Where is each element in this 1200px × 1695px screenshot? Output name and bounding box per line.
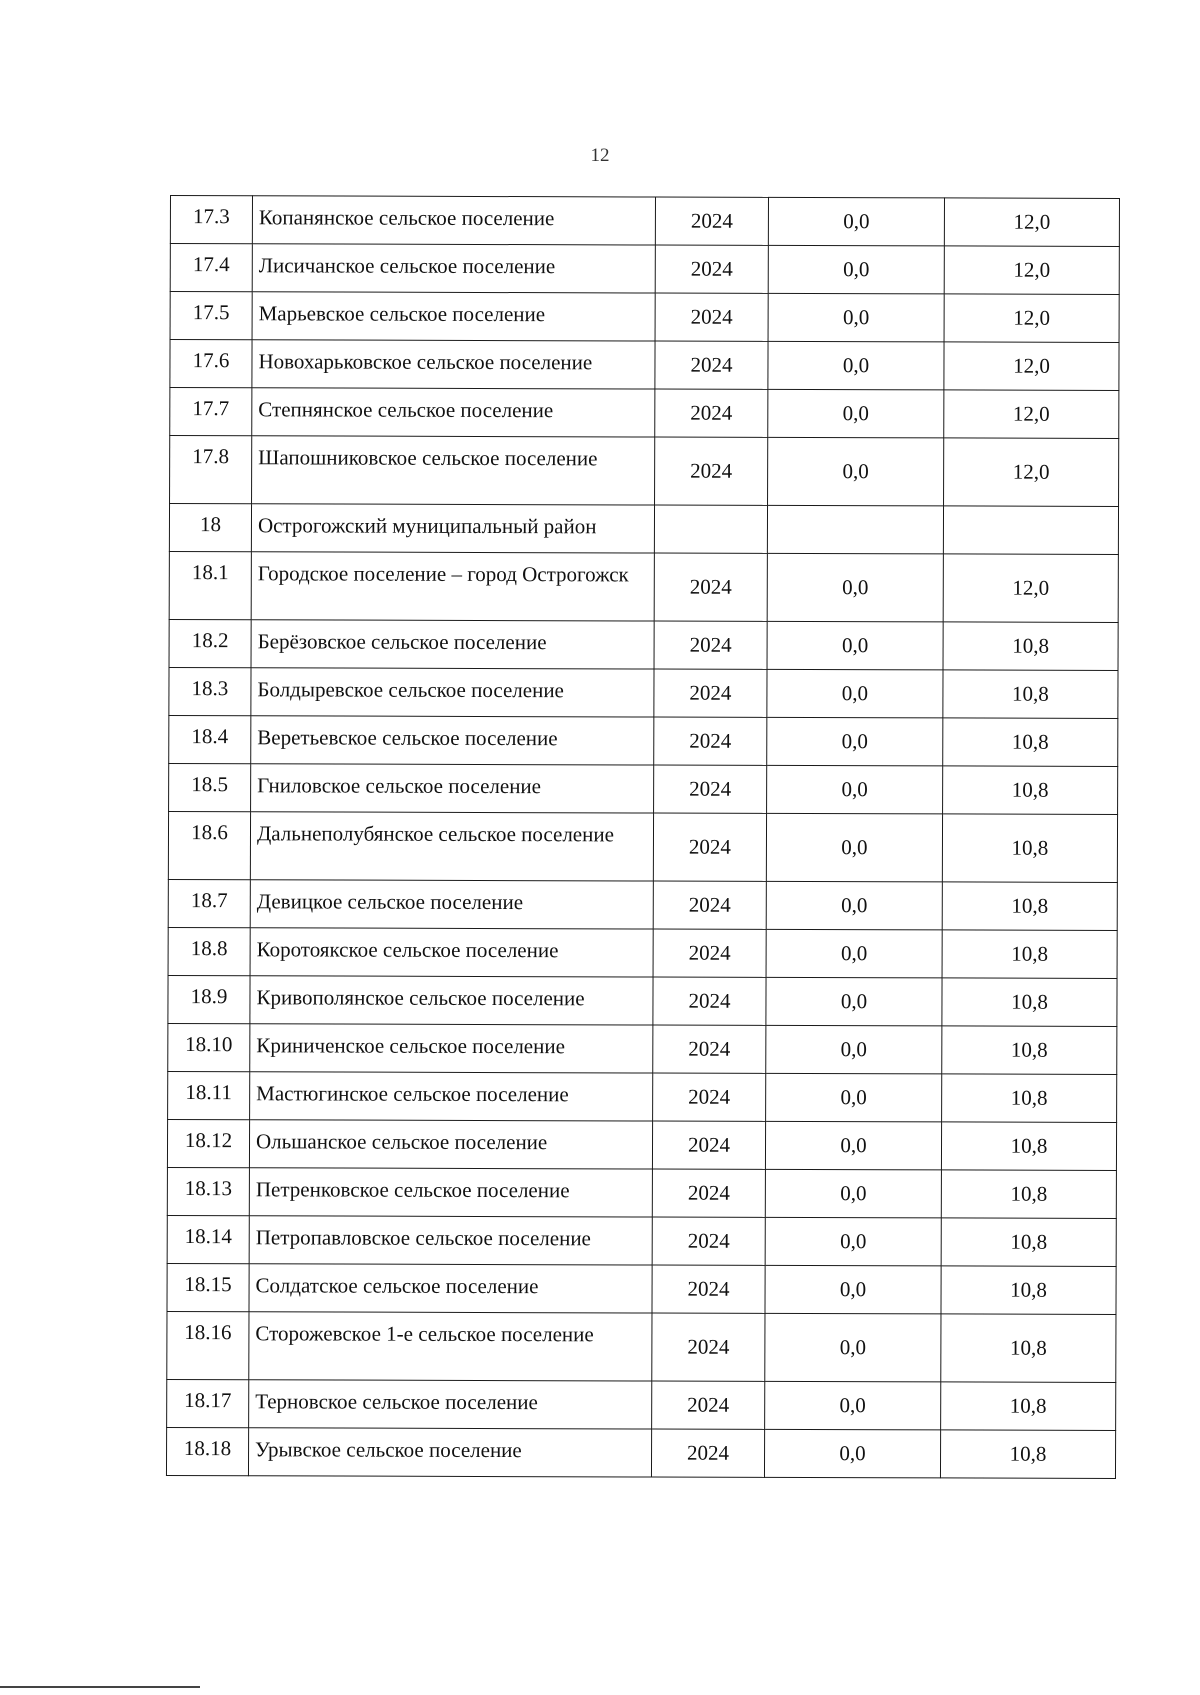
settlement-name-cell: Кривополянское сельское поселение [250, 976, 653, 1025]
row-number-cell: 18.2 [169, 619, 251, 667]
value-1-cell: 0,0 [766, 881, 942, 930]
value-2-cell: 10,8 [941, 1266, 1116, 1315]
settlement-name-cell: Терновское сельское поселение [249, 1380, 652, 1429]
table-row [170, 292, 1119, 343]
table-row [168, 1071, 1117, 1122]
row-number-cell: 18.1 [169, 551, 251, 619]
year-cell: 2024 [655, 341, 768, 389]
value-1-cell: 0,0 [766, 977, 942, 1026]
table-row [168, 811, 1117, 882]
row-number-cell: 18.15 [167, 1263, 249, 1311]
value-1-cell: 0,0 [765, 1169, 941, 1218]
value-2-cell: 10,8 [942, 882, 1117, 931]
settlement-name-cell: Берёзовское сельское поселение [251, 620, 654, 669]
table-row [167, 1379, 1116, 1430]
table-row [170, 196, 1119, 247]
value-2-cell: 10,8 [940, 1430, 1115, 1479]
year-cell: 2024 [655, 245, 768, 293]
value-2-cell: 10,8 [942, 930, 1117, 979]
settlement-name-cell: Урывское сельское поселение [248, 1428, 651, 1477]
value-1-cell: 0,0 [768, 341, 944, 390]
row-number-cell: 17.7 [170, 388, 252, 436]
table-row [168, 879, 1117, 930]
settlement-name-cell: Веретьевское сельское поселение [251, 716, 654, 765]
settlement-name-cell: Гниловское сельское поселение [251, 764, 654, 813]
settlement-name-cell: Коротоякское сельское поселение [250, 928, 653, 977]
row-number-cell: 17.4 [170, 244, 252, 292]
table-row [167, 1311, 1116, 1382]
settlement-name-cell: Криниченское сельское поселение [250, 1024, 653, 1073]
value-2-cell: 12,0 [944, 294, 1119, 343]
table-row [170, 340, 1119, 391]
value-1-cell: 0,0 [768, 245, 944, 294]
page-number: 12 [590, 145, 610, 166]
table-row [170, 388, 1119, 439]
settlement-name-cell: Петренковское сельское поселение [249, 1168, 652, 1217]
row-number-cell: 18.6 [168, 811, 250, 879]
settlement-name-cell: Лисичанское сельское поселение [252, 244, 655, 293]
table-row [168, 927, 1117, 978]
row-number-cell: 18.14 [167, 1215, 249, 1263]
row-number-cell: 18.12 [167, 1119, 249, 1167]
value-1-cell: 0,0 [768, 197, 944, 246]
settlement-name-cell: Болдыревское сельское поселение [251, 668, 654, 717]
value-1-cell: 0,0 [765, 1265, 941, 1314]
settlement-name-cell: Острогожский муниципальный район [251, 504, 654, 553]
value-2-cell: 10,8 [941, 1122, 1116, 1171]
value-2-cell: 10,8 [942, 1074, 1117, 1123]
table-row [169, 715, 1118, 766]
year-cell: 2024 [655, 197, 768, 245]
year-cell: 2024 [653, 929, 766, 977]
table-row [169, 667, 1118, 718]
value-2-cell: 10,8 [942, 1026, 1117, 1075]
settlement-name-cell: Степнянское сельское поселение [252, 388, 655, 437]
settlement-name-cell: Сторожевское 1-е сельское поселение [249, 1312, 652, 1381]
year-cell: 2024 [655, 293, 768, 341]
value-1-cell: 0,0 [765, 1381, 941, 1430]
row-number-cell: 18.5 [169, 763, 251, 811]
value-1-cell: 0,0 [768, 293, 944, 342]
year-cell: 2024 [654, 717, 767, 765]
table-row [167, 1119, 1116, 1170]
value-2-cell: 10,8 [943, 718, 1118, 767]
row-number-cell: 18.16 [167, 1311, 249, 1379]
year-cell: 2024 [652, 1265, 765, 1313]
value-1-cell: 0,0 [767, 621, 943, 670]
year-cell: 2024 [652, 1381, 765, 1429]
value-1-cell: 0,0 [768, 437, 944, 506]
table-row [169, 763, 1118, 814]
settlement-name-cell: Дальнеполубянское сельское поселение [250, 812, 653, 881]
settlement-name-cell: Петропавловское сельское поселение [249, 1216, 652, 1265]
settlement-name-cell: Городское поселение – город Острогожск [251, 552, 654, 621]
row-number-cell: 18.7 [168, 879, 250, 927]
value-1-cell: 0,0 [767, 669, 943, 718]
value-2-cell: 12,0 [944, 198, 1119, 247]
settlement-name-cell: Девицкое сельское поселение [250, 880, 653, 929]
row-number-cell: 18.18 [166, 1427, 248, 1475]
value-2-cell: 10,8 [943, 766, 1118, 815]
value-2-cell: 10,8 [943, 622, 1118, 671]
settlements-table-body [166, 196, 1119, 1479]
value-1-cell: 0,0 [767, 765, 943, 814]
settlements-table [166, 195, 1120, 1479]
table-row [168, 975, 1117, 1026]
value-1-cell: 0,0 [765, 1217, 941, 1266]
year-cell: 2024 [652, 1217, 765, 1265]
table-row [167, 1215, 1116, 1266]
value-1-cell [767, 505, 943, 554]
settlement-name-cell: Марьевское сельское поселение [252, 292, 655, 341]
value-2-cell: 10,8 [942, 978, 1117, 1027]
table-row [170, 244, 1119, 295]
value-2-cell: 10,8 [942, 814, 1117, 883]
row-number-cell: 18.11 [168, 1071, 250, 1119]
year-cell: 2024 [653, 1025, 766, 1073]
row-number-cell: 17.8 [170, 436, 252, 504]
year-cell: 2024 [653, 881, 766, 929]
value-1-cell: 0,0 [768, 389, 944, 438]
row-number-cell: 17.3 [170, 196, 252, 244]
value-2-cell: 12,0 [943, 554, 1118, 623]
table-row [167, 1167, 1116, 1218]
value-2-cell [943, 506, 1118, 555]
row-number-cell: 17.6 [170, 340, 252, 388]
row-number-cell: 18.10 [168, 1023, 250, 1071]
settlement-name-cell: Новохарьковское сельское поселение [252, 340, 655, 389]
value-2-cell: 10,8 [941, 1314, 1116, 1383]
year-cell: 2024 [652, 1169, 765, 1217]
row-number-cell: 18.17 [167, 1379, 249, 1427]
value-2-cell: 12,0 [944, 342, 1119, 391]
value-1-cell: 0,0 [766, 929, 942, 978]
table-row [169, 619, 1118, 670]
table-row [166, 1427, 1115, 1478]
row-number-cell: 18.8 [168, 927, 250, 975]
year-cell: 2024 [654, 621, 767, 669]
table-row [168, 1023, 1117, 1074]
value-1-cell: 0,0 [764, 1429, 940, 1478]
value-1-cell: 0,0 [766, 1025, 942, 1074]
footer-divider [0, 1686, 200, 1688]
value-2-cell: 10,8 [941, 1382, 1116, 1431]
year-cell [654, 505, 767, 553]
year-cell: 2024 [653, 977, 766, 1025]
settlement-name-cell: Шапошниковское сельское поселение [252, 436, 655, 505]
row-number-cell: 18.3 [169, 667, 251, 715]
value-1-cell: 0,0 [766, 813, 942, 882]
value-1-cell: 0,0 [765, 1313, 941, 1382]
settlement-name-cell: Копанянское сельское поселение [252, 196, 655, 245]
table-row [170, 436, 1119, 507]
value-1-cell: 0,0 [766, 1073, 942, 1122]
year-cell: 2024 [654, 669, 767, 717]
year-cell: 2024 [654, 765, 767, 813]
table-row [167, 1263, 1116, 1314]
year-cell: 2024 [651, 1429, 764, 1477]
value-2-cell: 12,0 [944, 246, 1119, 295]
year-cell: 2024 [652, 1121, 765, 1169]
table-row [169, 551, 1118, 622]
value-1-cell: 0,0 [765, 1121, 941, 1170]
value-1-cell: 0,0 [767, 553, 943, 622]
year-cell: 2024 [654, 553, 767, 621]
row-number-cell: 18.9 [168, 975, 250, 1023]
table-row [169, 504, 1118, 555]
settlement-name-cell: Мастюгинское сельское поселение [250, 1072, 653, 1121]
row-number-cell: 18 [169, 504, 251, 552]
value-2-cell: 10,8 [943, 670, 1118, 719]
year-cell: 2024 [655, 389, 768, 437]
settlement-name-cell: Ольшанское сельское поселение [249, 1120, 652, 1169]
row-number-cell: 18.13 [167, 1167, 249, 1215]
year-cell: 2024 [655, 437, 768, 505]
row-number-cell: 17.5 [170, 292, 252, 340]
value-2-cell: 10,8 [941, 1218, 1116, 1267]
year-cell: 2024 [652, 1313, 765, 1381]
row-number-cell: 18.4 [169, 715, 251, 763]
settlement-name-cell: Солдатское сельское поселение [249, 1264, 652, 1313]
value-1-cell: 0,0 [767, 717, 943, 766]
value-2-cell: 12,0 [944, 438, 1119, 507]
value-2-cell: 10,8 [941, 1170, 1116, 1219]
year-cell: 2024 [653, 1073, 766, 1121]
year-cell: 2024 [653, 813, 766, 881]
value-2-cell: 12,0 [944, 390, 1119, 439]
